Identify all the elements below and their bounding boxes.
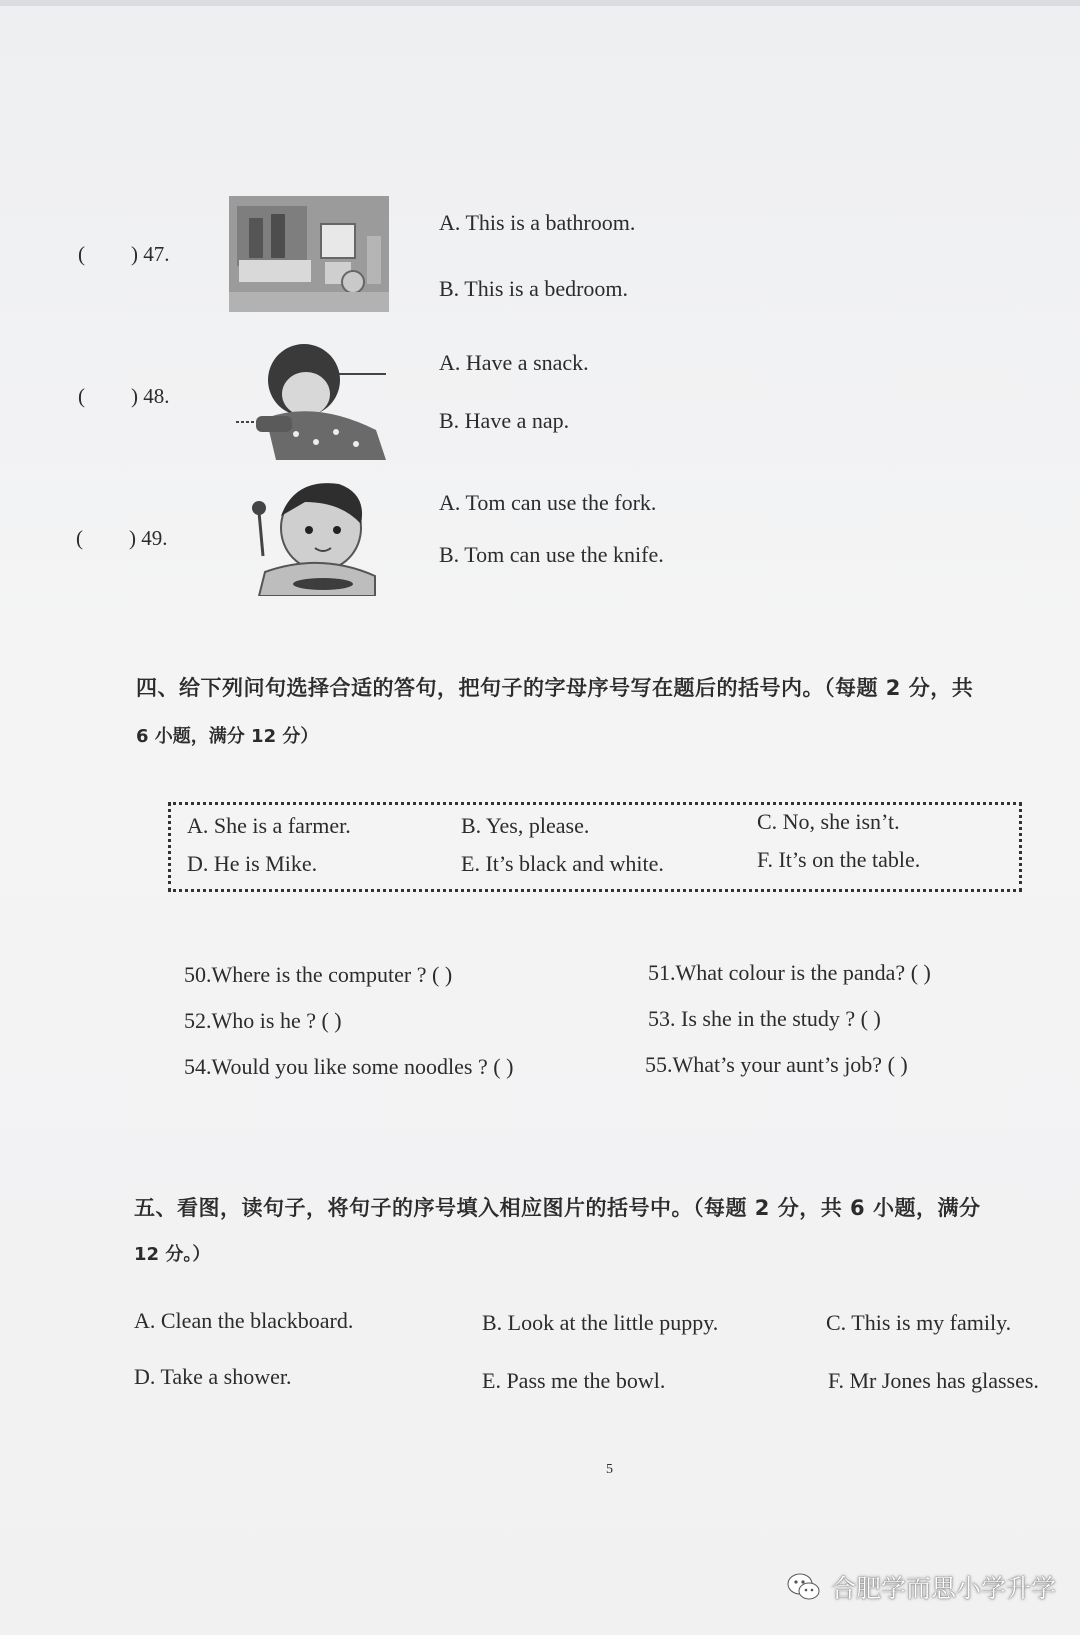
question-55: 55.What’s your aunt’s job? ( )	[645, 1052, 908, 1077]
answer-option-e: E. It’s black and white.	[461, 851, 664, 876]
q49-option-b: B. Tom can use the knife.	[439, 542, 664, 567]
exam-page	[0, 6, 1080, 1635]
q48-number: ) 48.	[131, 384, 170, 408]
q49-number: ) 49.	[129, 526, 168, 550]
picture-option-c: C. This is my family.	[826, 1310, 1012, 1335]
answer-options-box	[168, 802, 1022, 892]
section4-title-line1: 四、给下列问句选择合适的答句，把句子的字母序号写在题后的括号内。（每题 2 分，共	[136, 676, 974, 700]
q47-open-paren: (	[78, 242, 85, 266]
answer-option-b: B. Yes, please.	[461, 813, 590, 838]
question-54: 54.Would you like some noodles ? ( )	[184, 1054, 514, 1079]
page-number: 5	[606, 1462, 613, 1477]
watermark	[787, 1569, 1056, 1605]
q47-option-b: B. This is a bedroom.	[439, 276, 629, 301]
q49-open-paren: (	[76, 526, 83, 550]
section4-title-line2: 6 小题，满分 12 分）	[136, 726, 319, 747]
answer-option-f: F. It’s on the table.	[757, 847, 921, 872]
section5-title-line1: 五、看图，读句子，将句子的序号填入相应图片的括号中。（每题 2 分，共 6 小题，满分	[134, 1196, 981, 1220]
wechat-icon	[787, 1572, 821, 1602]
q47-number: ) 47.	[131, 242, 170, 266]
q48-open-paren: (	[78, 384, 85, 408]
answer-option-d: D. He is Mike.	[187, 851, 318, 876]
question-50: 50.Where is the computer ? ( )	[184, 962, 453, 987]
picture-option-f: F. Mr Jones has glasses.	[828, 1368, 1039, 1393]
q47-option-a: A. This is a bathroom.	[439, 210, 636, 235]
answer-option-c: C. No, she isn’t.	[757, 809, 900, 834]
picture-option-e: E. Pass me the bowl.	[482, 1368, 666, 1393]
napping-girl-picture	[236, 334, 392, 460]
question-52: 52.Who is he ? ( )	[184, 1008, 342, 1033]
question-53: 53. Is she in the study ? ( )	[648, 1006, 881, 1031]
picture-option-d: D. Take a shower.	[134, 1364, 292, 1389]
picture-option-a: A. Clean the blackboard.	[134, 1308, 354, 1333]
picture-option-b: B. Look at the little puppy.	[482, 1310, 719, 1335]
q48-option-b: B. Have a nap.	[439, 408, 570, 433]
q48-option-a: A. Have a snack.	[439, 350, 589, 375]
q49-option-a: A. Tom can use the fork.	[439, 490, 657, 515]
watermark-text: 合肥学而思小学升学	[830, 1574, 1056, 1603]
boy-with-fork-picture	[245, 472, 381, 596]
section5-title-line2: 12 分。）	[134, 1244, 211, 1265]
answer-option-a: A. She is a farmer.	[187, 813, 351, 838]
question-51: 51.What colour is the panda? ( )	[648, 960, 931, 985]
bathroom-picture	[229, 196, 389, 312]
